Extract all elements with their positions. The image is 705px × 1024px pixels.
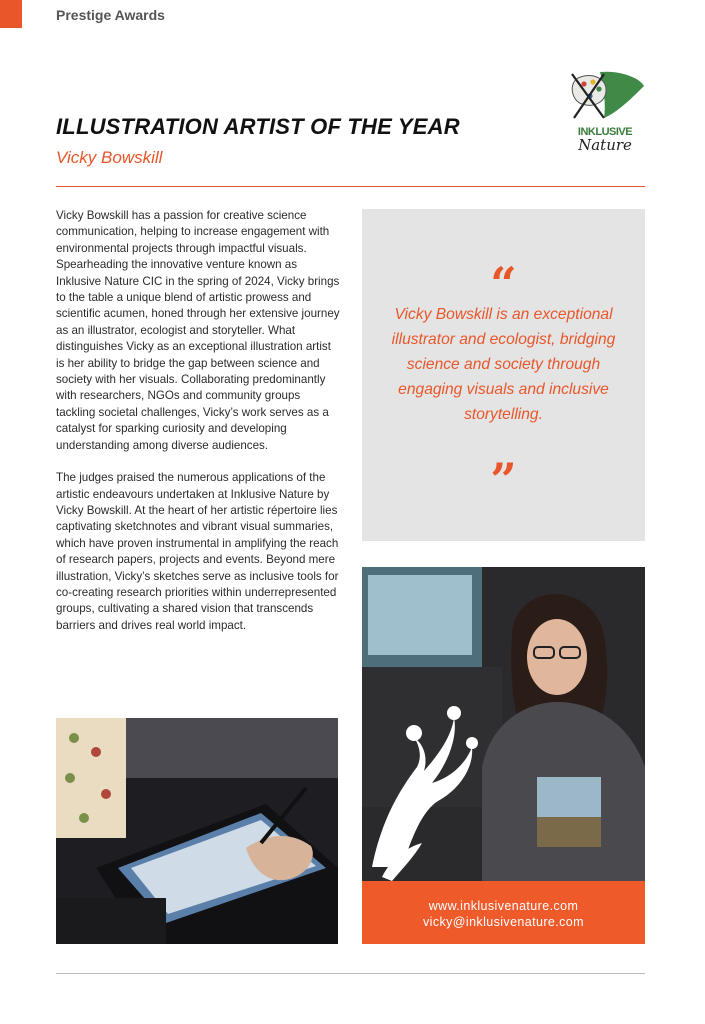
tablet-drawing-photo: [56, 718, 338, 944]
article-body: [56, 208, 341, 634]
website-link[interactable]: www.inklusivenature.com: [428, 899, 579, 913]
page-title: ILLUSTRATION ARTIST OF THE YEAR: [56, 114, 460, 139]
logo-wordmark: [565, 126, 645, 154]
leaf-shape: [600, 72, 644, 118]
pull-quote: [362, 209, 645, 541]
open-quote-icon: “: [490, 257, 517, 311]
page-subtitle: Vicky Bowskill: [56, 148, 163, 167]
logo-word-nature: Nature: [578, 136, 632, 154]
body-paragraph-2: The judges praised the numerous applications of the artistic endeavours undertaken at Inklusive Nature by Vicky Bowskill. At the heart of her artistic répertoire lies captivating sketchnotes and vibrant visual summaries, which have proven instrumental in amplifying the reach of research papers, projects and events. Beyond mere illustration, Vicky’s sketches serve as inclusive tools for co-creating research priorities within underrepresented groups, cultivating a shared vision that transcends barriers and drives real world impact.: [56, 471, 339, 632]
body-paragraph-1: Vicky Bowskill has a passion for creative science communication, helping to increase engagement with environmental projects through impactful visuals. Spearheading the innovative venture known as Inklusive Nature CIC in the spring of 2024, Vicky brings to the table a unique blend of artistic prowess and scientific acumen, honed through her extensive journey as an illustrator, ecologist and storyteller. What distinguishes Vicky as an exceptional illustration artist is her ability to bridge the gap between science and society with her visuals. Collaborating predominantly with researchers, NGOs and community groups tackling societal challenges, Vicky’s work serves as a catalyst for sparking curiosity and developing understanding among diverse audiences.: [56, 209, 340, 452]
portrait-photo: [362, 567, 645, 881]
close-quote-icon: ”: [490, 453, 517, 507]
quote-text: Vicky Bowskill is an exceptional illustrator and ecologist, bridging science and society through engaging visuals and inclusive storytelling.: [391, 306, 616, 423]
header-accent-bar: [0, 0, 22, 28]
email-link[interactable]: vicky@inklusivenature.com: [423, 915, 584, 929]
title-divider: [56, 186, 645, 187]
logo-word-inklusive: INKLUSIVE: [577, 126, 633, 138]
contact-panel: [362, 881, 645, 944]
section-label: Prestige Awards: [56, 7, 165, 23]
footer-divider: [56, 973, 645, 974]
